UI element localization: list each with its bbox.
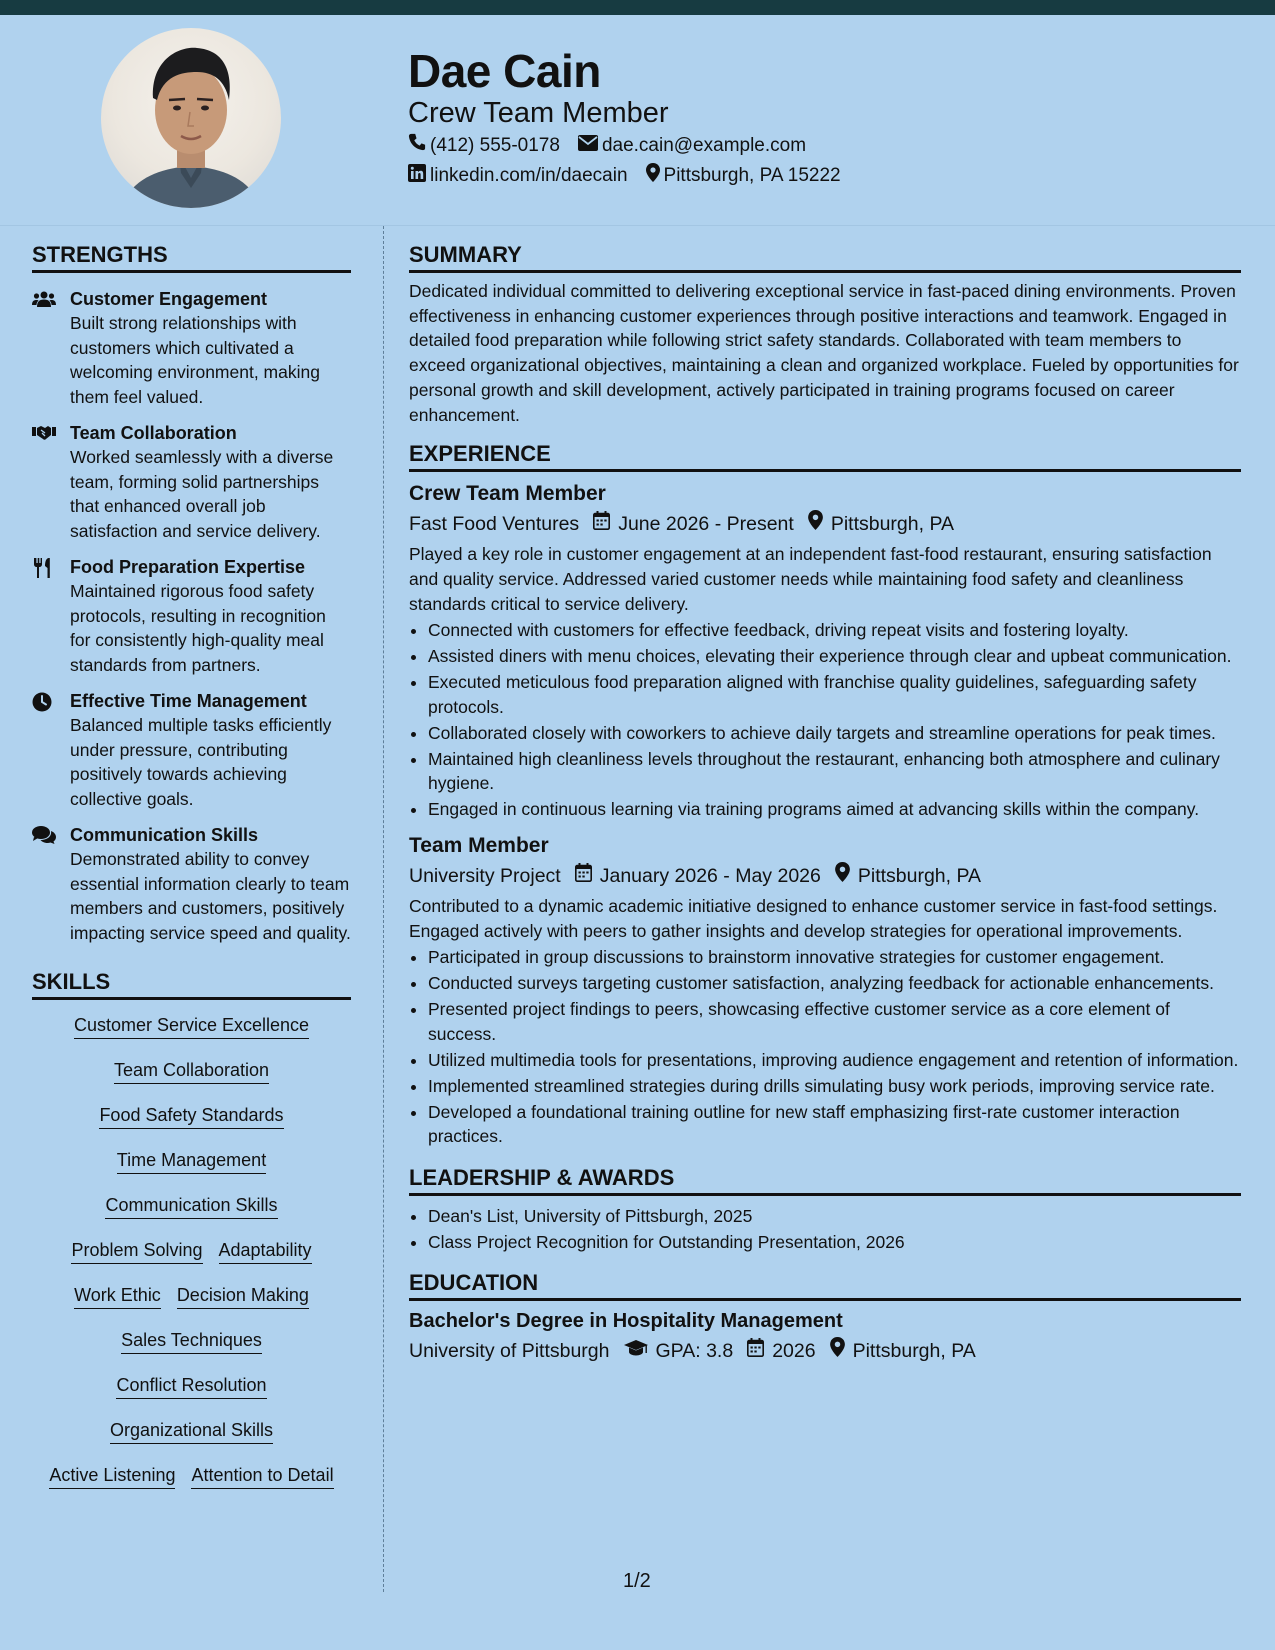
education-meta <box>409 1337 1241 1365</box>
handshake-icon <box>32 424 56 444</box>
strength-item <box>32 823 351 945</box>
skill-row <box>32 1149 351 1194</box>
skill-row <box>32 1014 351 1059</box>
education-heading: EDUCATION <box>409 1270 1241 1301</box>
calendar-icon <box>593 510 618 538</box>
strength-desc: Demonstrated ability to convey essential information clearly to team members and customers, positively impacting service speed and quality. <box>70 849 351 943</box>
candidate-name: Dae Cain <box>408 45 601 97</box>
skill-tag: Active Listening <box>49 1464 175 1489</box>
awards-list <box>409 1204 1241 1255</box>
utensils-icon <box>32 558 56 578</box>
job-bullet: • Connected with customers for effective feedback, driving repeat visits and fostering loyalty. <box>428 618 1241 643</box>
job-bullet: • Collaborated closely with coworkers to achieve daily targets and streamline operations for peak times. <box>428 721 1241 746</box>
job-meta <box>409 510 1241 538</box>
job-meta <box>409 862 1241 890</box>
job-location: Pittsburgh, PA <box>857 864 982 887</box>
degree-title: Bachelor's Degree in Hospitality Management <box>409 1310 843 1333</box>
job-bullet: • Implemented streamlined strategies during drills simulating busy work periods, improving service rate. <box>428 1074 1241 1099</box>
skill-row <box>32 1419 351 1464</box>
left-column <box>32 242 351 1509</box>
job-entry <box>409 480 1241 822</box>
contact-row-2 <box>408 163 859 189</box>
location-item <box>646 163 841 189</box>
gpa-text: GPA: 3.8 <box>655 1340 734 1363</box>
contact-row-1 <box>408 133 824 158</box>
job-bullet: • Participated in group discussions to brainstorm innovative strategies for customer engagement. <box>428 945 1241 970</box>
job-bullet: • Maintained high cleanliness levels throughout the restaurant, enhancing both atmosphere and culinary hygiene. <box>428 747 1241 796</box>
skills-list <box>32 1014 351 1509</box>
map-pin-icon <box>808 510 831 538</box>
skill-tag: Sales Techniques <box>121 1329 262 1354</box>
job-location-item <box>808 510 954 538</box>
users-icon <box>32 290 56 310</box>
strength-title: Effective Time Management <box>70 691 307 711</box>
email-text[interactable]: dae.cain@example.com <box>601 134 807 156</box>
job-bullet: • Utilized multimedia tools for presentations, improving audience engagement and retention of information. <box>428 1048 1241 1073</box>
right-column <box>409 242 1241 1365</box>
page-number: 1/2 <box>623 1570 651 1592</box>
strength-item <box>32 689 351 811</box>
linkedin-icon <box>408 164 430 189</box>
strength-item <box>32 287 351 409</box>
job-bullets <box>409 618 1241 822</box>
job-dates-item <box>593 510 794 538</box>
graduation-cap-icon <box>624 1337 656 1365</box>
strength-desc: Built strong relationships with customers which cultivated a welcoming environment, making them feel valued. <box>70 313 320 407</box>
job-dates: June 2026 - Present <box>618 513 794 536</box>
skill-tag: Communication Skills <box>105 1194 277 1219</box>
map-pin-icon <box>830 1337 853 1365</box>
job-title: Team Member <box>409 833 549 857</box>
job-location-item <box>835 862 981 890</box>
skill-tag: Attention to Detail <box>191 1464 333 1489</box>
skill-tag: Decision Making <box>177 1284 309 1309</box>
school-name: University of Pittsburgh <box>409 1340 610 1363</box>
job-bullet: • Developed a foundational training outline for new staff emphasizing first-rate customer interaction practices. <box>428 1100 1241 1149</box>
grad-year-item <box>747 1337 815 1365</box>
linkedin-item <box>408 164 628 189</box>
skill-row <box>32 1194 351 1239</box>
skill-row <box>32 1284 351 1329</box>
skill-row <box>32 1239 351 1284</box>
job-description: Contributed to a dynamic academic initiative designed to enhance customer service in fast-food settings. Engaged actively with peers to gather insights and develop strategies for operational improvements. <box>409 895 1218 941</box>
phone-icon <box>408 133 430 158</box>
gpa-item <box>624 1337 734 1365</box>
candidate-title: Crew Team Member <box>408 97 669 129</box>
job-bullets <box>409 945 1241 1149</box>
job-bullet: • Conducted surveys targeting customer satisfaction, analyzing feedback for actionable enhancements. <box>428 971 1241 996</box>
skill-tag: Work Ethic <box>74 1284 161 1309</box>
skill-tag: Food Safety Standards <box>99 1104 283 1129</box>
phone-text[interactable]: (412) 555-0178 <box>430 134 560 156</box>
calendar-icon <box>575 862 600 890</box>
skill-tag: Time Management <box>117 1149 266 1174</box>
job-bullet: • Engaged in continuous learning via training programs aimed at advancing skills within the company. <box>428 797 1241 822</box>
strength-item <box>32 555 351 677</box>
job-location: Pittsburgh, PA <box>830 513 955 536</box>
job-bullet: • Presented project findings to peers, showcasing effective customer service as a core element of success. <box>428 997 1241 1046</box>
job-description: Played a key role in customer engagement at an independent fast-food restaurant, ensuring satisfaction and quality service. Addressed varied customer needs while maintaining food safety and cleanliness standards critical to service delivery. <box>409 544 1212 614</box>
job-entry <box>409 832 1241 1149</box>
strength-desc: Worked seamlessly with a diverse team, forming solid partnerships that enhanced overall job satisfaction and service delivery. <box>70 447 334 541</box>
award-item: • Dean's List, University of Pittsburgh, 2025 <box>428 1204 1241 1229</box>
strength-title: Team Collaboration <box>70 423 237 443</box>
skill-tag: Conflict Resolution <box>116 1374 266 1399</box>
summary-heading: SUMMARY <box>409 242 1241 273</box>
job-dates: January 2026 - May 2026 <box>599 864 821 887</box>
summary-text: Dedicated individual committed to delivering exceptional service in fast-paced dining environments. Proven effectiveness in enhancing customer experiences through positive interactions and teamwork. Engaged in detailed food preparation while following strict safety standards. Collaborated with team members to exceed organizational objectives, maintaining a clean and organized workplace. Fueled by opportunities for personal growth and skill development, actively participated in training programs focused on career enhancement. <box>409 281 1239 425</box>
school-location: Pittsburgh, PA <box>852 1340 976 1363</box>
map-pin-icon <box>835 862 858 890</box>
email-item <box>578 134 806 158</box>
skill-tag: Team Collaboration <box>114 1059 269 1084</box>
strength-desc: Balanced multiple tasks efficiently under pressure, contributing positively towards achieving collective goals. <box>70 715 332 809</box>
job-bullet: • Assisted diners with menu choices, elevating their experience through clear and upbeat communication. <box>428 644 1241 669</box>
job-bullet: • Executed meticulous food preparation aligned with franchise quality guidelines, safeguarding safety protocols. <box>428 670 1241 719</box>
skill-row <box>32 1464 351 1509</box>
phone-item <box>408 133 560 158</box>
map-pin-icon <box>646 163 664 189</box>
strength-title: Food Preparation Expertise <box>70 557 306 577</box>
profile-photo <box>101 28 281 208</box>
job-company: Fast Food Ventures <box>409 513 580 536</box>
skill-tag: Organizational Skills <box>110 1419 273 1444</box>
skill-tag: Customer Service Excellence <box>74 1014 309 1039</box>
award-item: • Class Project Recognition for Outstanding Presentation, 2026 <box>428 1230 1241 1255</box>
job-company: University Project <box>409 864 561 887</box>
job-dates-item <box>575 862 821 890</box>
skills-heading: SKILLS <box>32 969 351 1000</box>
clock-icon <box>32 692 56 712</box>
strength-item <box>32 421 351 543</box>
experience-heading: EXPERIENCE <box>409 441 1241 472</box>
job-title: Crew Team Member <box>409 482 606 506</box>
comments-icon <box>32 826 56 846</box>
skill-tag: Adaptability <box>219 1239 312 1264</box>
calendar-icon <box>747 1337 772 1365</box>
top-bar <box>0 0 1275 15</box>
skill-tag: Problem Solving <box>71 1239 202 1264</box>
school-location-item <box>830 1337 976 1365</box>
envelope-icon <box>578 134 602 158</box>
awards-heading: LEADERSHIP & AWARDS <box>409 1165 1241 1196</box>
skill-row <box>32 1104 351 1149</box>
grad-year: 2026 <box>772 1340 816 1363</box>
skill-row <box>32 1059 351 1104</box>
strength-desc: Maintained rigorous food safety protocols, resulting in recognition for consistently high-quality meal standards from partners. <box>70 581 326 675</box>
linkedin-text[interactable]: linkedin.com/in/daecain <box>430 165 628 186</box>
strength-title: Customer Engagement <box>70 289 268 309</box>
column-divider <box>383 226 384 1592</box>
skill-row <box>32 1374 351 1419</box>
strengths-heading: STRENGTHS <box>32 242 351 273</box>
skill-row <box>32 1329 351 1374</box>
location-text: Pittsburgh, PA 15222 <box>663 165 841 186</box>
resume-header <box>0 15 1275 226</box>
strength-title: Communication Skills <box>70 825 259 845</box>
